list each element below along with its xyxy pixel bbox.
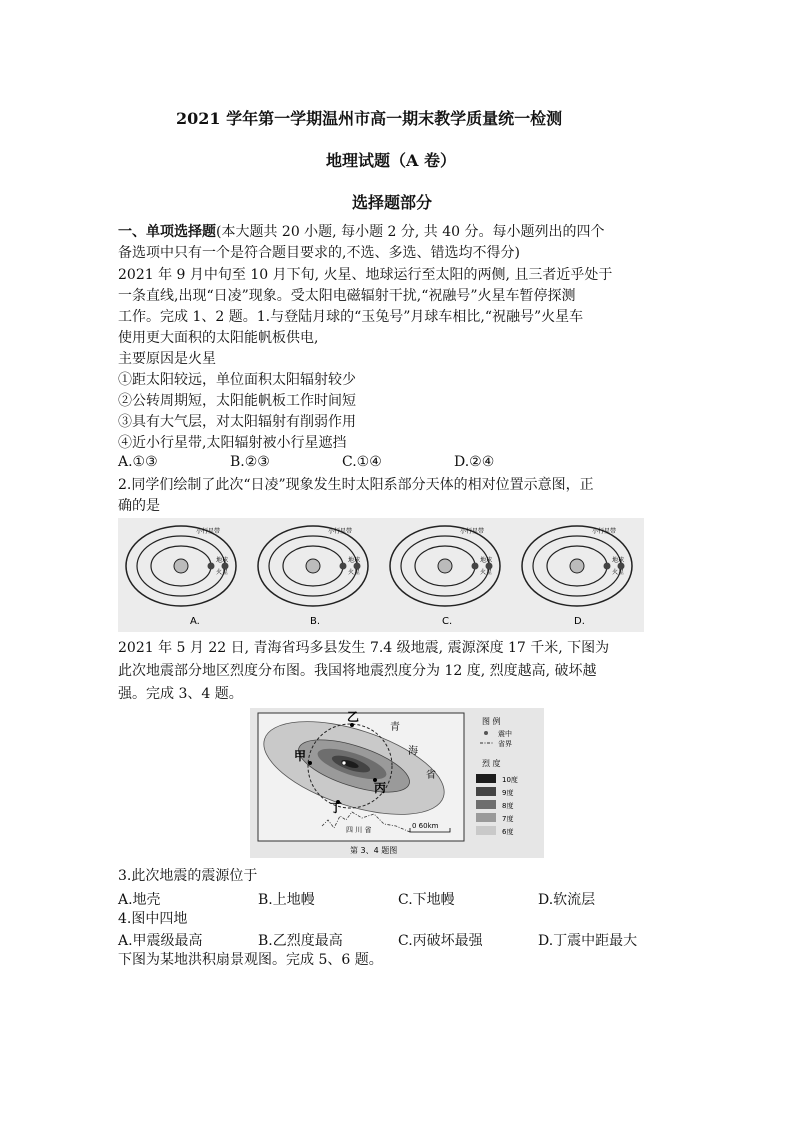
q4-option-c: C.丙破坏最强 [398, 933, 483, 949]
q1-option-d: D.②④ [454, 454, 495, 470]
sun-icon [570, 559, 584, 573]
q3-option-a: A.地壳 [118, 892, 161, 908]
passage1-line2: 一条直线,出现“日凌”现象。受太阳电磁辐射干扰,“祝融号”火星车暂停探测 [118, 288, 576, 304]
sun-icon [306, 559, 320, 573]
svg-text:0 60km: 0 60km [412, 822, 439, 830]
sichuan-label: 四 川 省 [346, 826, 372, 834]
legend-title: 图 例 [482, 717, 501, 726]
legend-swatch [476, 826, 496, 835]
option-label-b: B. [310, 616, 321, 627]
page-subtitle: 地理试题（A 卷） [326, 151, 456, 170]
legend-level-label: 10度 [502, 776, 518, 784]
option-label-a: A. [190, 616, 200, 627]
point-ding: 丁 [330, 801, 343, 815]
section-instruction-1: (本大题共 20 小题, 每小题 2 分, 共 40 分。每小题列出的四个 [216, 224, 605, 240]
q1-statement-3: ③具有大气层，对太阳辐射有削弱作用 [118, 414, 356, 430]
belt-label: 小行星带 [196, 528, 221, 535]
option-label-d: D. [574, 616, 585, 627]
passage3-line1: 下图为某地洪积扇景观图。完成 5、6 题。 [118, 952, 383, 968]
q1-statement-2: ②公转周期短，太阳能帆板工作时间短 [118, 393, 356, 409]
legend-swatch [476, 774, 496, 783]
q1-statement-4: ④近小行星带,太阳辐射被小行星遮挡 [118, 435, 347, 451]
passage2-line3: 强。完成 3、4 题。 [118, 686, 243, 702]
qinghai-label-2: 海 [408, 746, 418, 757]
epicenter-icon [342, 761, 346, 765]
mars-label: 火星 [480, 569, 493, 576]
mars-label: 火星 [348, 569, 361, 576]
legend-swatch [476, 800, 496, 809]
earth-icon [208, 563, 215, 570]
part-heading: 选择题部分 [352, 193, 433, 212]
q3-stem: 3.此次地震的震源位于 [118, 868, 258, 884]
page-title: 2021 学年第一学期温州市高一期末教学质量统一检测 [176, 109, 563, 128]
point-yi: 乙 [347, 710, 360, 724]
earth-label: 地球 [612, 557, 625, 564]
mars-label: 火星 [612, 569, 625, 576]
earth-icon [472, 563, 479, 570]
point-bing: 丙 [374, 781, 387, 795]
q4-option-d: D.丁震中距最大 [538, 933, 638, 949]
passage1-line1: 2021 年 9 月中旬至 10 月下旬, 火星、地球运行至太阳的两侧, 且三者近乎处于 [118, 267, 613, 283]
q4-option-b: B.乙烈度最高 [258, 933, 343, 949]
q3-option-c: C.下地幔 [398, 892, 455, 908]
map-caption: 第 3、4 题图 [350, 846, 398, 855]
belt-label: 小行星带 [460, 528, 485, 535]
mars-label: 火星 [216, 569, 229, 576]
sun-icon [438, 559, 452, 573]
passage2-line2: 此次地震部分地区烈度分布图。我国将地震烈度分为 12 度, 烈度越高, 破坏越 [118, 663, 597, 679]
q2-stem-line2: 确的是 [118, 498, 160, 514]
q3-option-d: D.软流层 [538, 892, 596, 908]
q4-stem: 4.图中四地 [118, 911, 188, 927]
legend-level-label: 7度 [502, 815, 514, 823]
option-label-c: C. [442, 616, 453, 627]
section-instruction-2: 备选项中只有一个是符合题目要求的,不选、多选、错选均不得分) [118, 245, 520, 261]
legend-swatch [476, 787, 496, 796]
q1-statement-1: ①距太阳较远，单位面积太阳辐射较少 [118, 372, 356, 388]
qinghai-label-3: 省 [426, 770, 436, 781]
orbit-figure [118, 518, 644, 632]
earth-label: 地球 [216, 557, 229, 564]
passage2-line1: 2021 年 5 月 22 日, 青海省玛多县发生 7.4 级地震, 震源深度 17 千米, 下图为 [118, 640, 610, 656]
earth-icon [604, 563, 611, 570]
earthquake-map [250, 708, 544, 858]
q3-option-b: B.上地幔 [258, 892, 315, 908]
q1-option-a: A.①③ [118, 454, 158, 470]
sun-icon [174, 559, 188, 573]
section-instructions [118, 222, 605, 243]
q1-option-c: C.①④ [342, 454, 382, 470]
passage1-line5: 主要原因是火星 [118, 351, 216, 367]
earth-label: 地球 [480, 557, 493, 564]
qinghai-label-1: 青 [390, 722, 400, 733]
q1-option-b: B.②③ [230, 454, 270, 470]
q2-stem-line1: 2.同学们绘制了此次“日凌”现象发生时太阳系部分天体的相对位置示意图，正 [118, 477, 594, 493]
legend-boundary: 省界 [498, 740, 512, 748]
passage1-line3: 工作。完成 1、2 题。1.与登陆月球的“玉兔号”月球车相比,“祝融号”火星车 [118, 309, 584, 325]
legend-level-label: 6度 [502, 828, 514, 836]
legend-epicenter: 震中 [498, 730, 512, 738]
legend-swatch [476, 813, 496, 822]
passage1-line4: 使用更大面积的太阳能帆板供电, [118, 330, 319, 346]
q4-option-a: A.甲震级最高 [118, 933, 203, 949]
belt-label: 小行星带 [592, 528, 617, 535]
legend-level-label: 9度 [502, 789, 514, 797]
earth-label: 地球 [348, 557, 361, 564]
belt-label: 小行星带 [328, 528, 353, 535]
legend-intensity-title: 烈 度 [482, 759, 501, 768]
earth-icon [340, 563, 347, 570]
point-jia: 甲 [294, 749, 307, 763]
legend-level-label: 8度 [502, 802, 514, 810]
section-heading: 一、单项选择题 [118, 224, 216, 240]
